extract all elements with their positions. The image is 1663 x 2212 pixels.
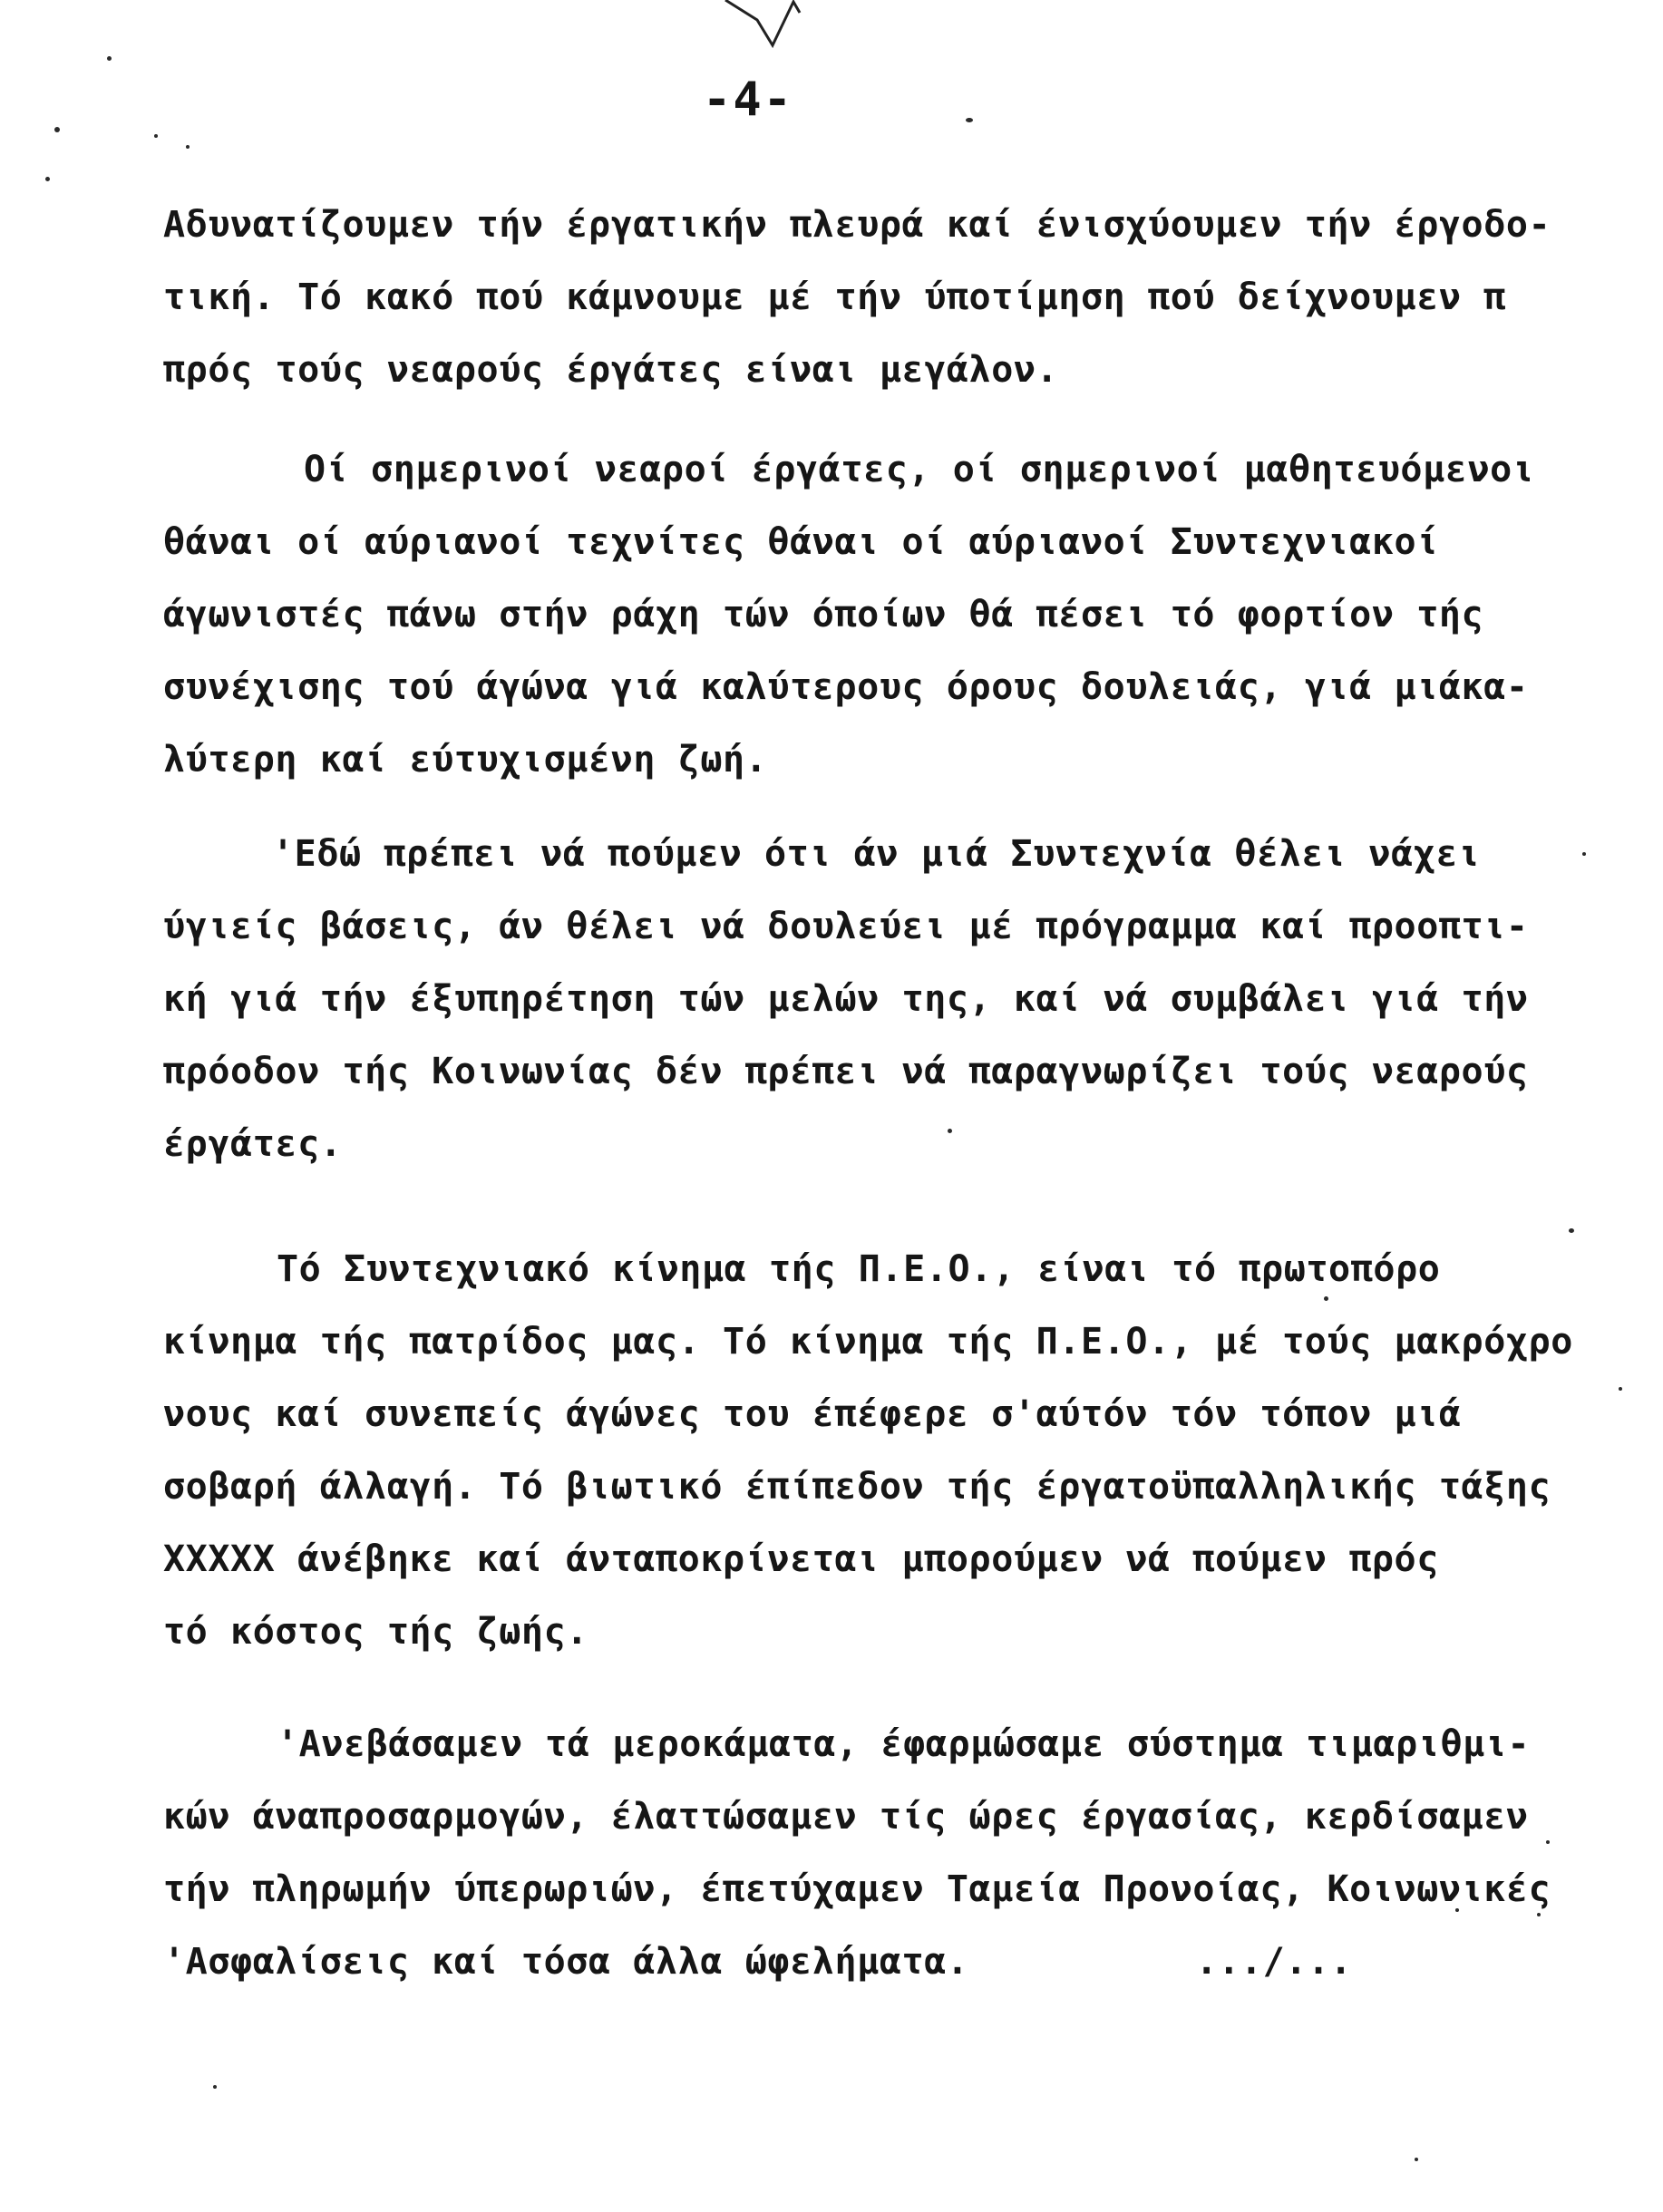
paragraph [163, 818, 1596, 1180]
text-line: Αδυνατίζουμεν τήν έργατικήν πλευρά καί ένισχύουμεν τήν έργοδο- [163, 204, 1551, 246]
text-line: πρόοδον τής Κοινωνίας δέν πρέπει νά παραγνωρίζει τούς νεαρούς [163, 1051, 1529, 1092]
text-line: 'Εδώ πρέπει νά πούμεν ότι άν μιά Συντεχνία θέλει νάχει [272, 833, 1481, 875]
scan-speck [213, 2085, 217, 2089]
scan-speck [1415, 2158, 1418, 2161]
text-line: πρός τούς νεαρούς έργάτες είναι μεγάλον. [163, 349, 1059, 391]
text-line: νους καί συνεπείς άγώνες του έπέφερε σ'αύτόν τόν τόπον μιά [163, 1393, 1462, 1435]
paragraph [163, 189, 1596, 406]
page-number: -4- [703, 73, 793, 127]
text-line: Οί σημερινοί νεαροί έργάτες, οί σημερινοί μαθητευόμενοι [304, 449, 1535, 490]
scan-speck [966, 118, 973, 122]
text-line: συνέχισης τού άγώνα γιά καλύτερους όρους δουλειάς, γιά μιάκα- [163, 666, 1529, 708]
text-line: σοβαρή άλλαγή. Τό βιωτικό έπίπεδον τής έργατοϋπαλληλικής τάξης [163, 1466, 1551, 1508]
text-line: κίνημα τής πατρίδος μας. Τό κίνημα τής Π.Ε.Ο., μέ τούς μακρόχρο [163, 1321, 1573, 1363]
scan-speck [45, 177, 50, 181]
scan-speck [154, 134, 158, 138]
text-line: τό κόστος τής ζωής. [163, 1611, 588, 1653]
paragraph [163, 1233, 1596, 1668]
text-line: τική. Τό κακό πού κάμνουμε μέ τήν ύποτίμηση πού δείχνουμεν π [163, 276, 1506, 318]
text-line: θάναι οί αύριανοί τεχνίτες θάναι οί αύριανοί Συντεχνιακοί [163, 521, 1439, 563]
document-body [163, 189, 1596, 1998]
paragraph [163, 433, 1596, 796]
text-line: λύτερη καί εύτυχισμένη ζωή. [163, 739, 768, 781]
text-line: ύγιείς βάσεις, άν θέλει νά δουλεύει μέ πρόγραμμα καί προοπτι- [163, 906, 1529, 947]
scan-speck [107, 56, 112, 61]
text-line: έργάτες. [163, 1123, 343, 1165]
scan-speck [1619, 1387, 1622, 1391]
paragraph [163, 1708, 1596, 1998]
text-line-content: 'Ασφαλίσεις καί τόσα άλλα ώφελήματα. [163, 1941, 969, 1983]
text-line: Τό Συντεχνιακό κίνημα τής Π.Ε.Ο., είναι τό πρωτοπόρο [277, 1248, 1441, 1290]
text-line: κή γιά τήν έξυπηρέτηση τών μελών της, καί νά συμβάλει γιά τήν [163, 978, 1529, 1020]
scan-speck [186, 145, 190, 149]
text-line [163, 1926, 1596, 1998]
continuation-marker: .../... [1195, 1941, 1353, 1983]
scan-speck [54, 127, 60, 132]
text-line: άγωνιστές πάνω στήν ράχη τών όποίων θά πέσει τό φορτίον τής [163, 594, 1484, 635]
handwritten-check-mark [716, 0, 834, 56]
text-line: κών άναπροσαρμογών, έλαττώσαμεν τίς ώρες έργασίας, κερδίσαμεν [163, 1796, 1529, 1838]
text-line: 'Ανεβάσαμεν τά μεροκάματα, έφαρμώσαμε σύστημα τιμαριθμι- [277, 1723, 1531, 1765]
text-line: ΧΧΧΧΧ άνέβηκε καί άνταποκρίνεται μπορούμεν νά πούμεν πρός [163, 1538, 1439, 1580]
text-line: τήν πληρωμήν ύπερωριών, έπετύχαμεν Ταμεία Προνοίας, Κοινωνικές [163, 1868, 1551, 1910]
